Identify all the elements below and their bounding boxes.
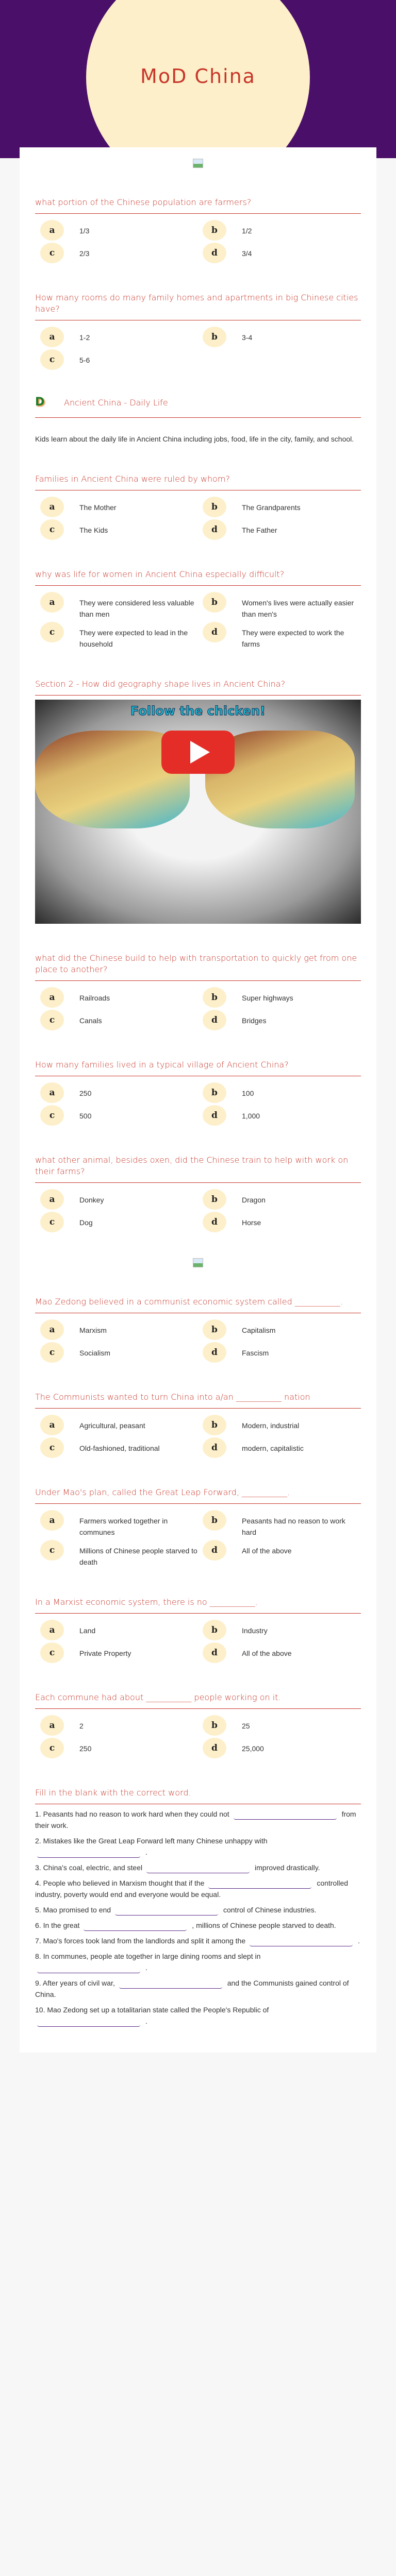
fill-item-text: 6. In the great bbox=[35, 1921, 80, 1929]
option-a[interactable] bbox=[40, 987, 199, 1008]
fill-item-text: 4. People who believed in Marxism thought that if the bbox=[35, 1879, 205, 1887]
question-text: Mao Zedong believed in a communist economic system called ___________. bbox=[35, 1296, 361, 1313]
question-q3 bbox=[35, 473, 361, 540]
option-letter-badge: a bbox=[40, 220, 64, 241]
option-text: The Grandparents bbox=[242, 503, 301, 512]
question-q1 bbox=[35, 197, 361, 263]
fill-item bbox=[35, 1904, 361, 1916]
option-c[interactable] bbox=[40, 1342, 199, 1363]
fill-item-text: controlled industry, poverty would end and everyone would be equal. bbox=[35, 1879, 349, 1899]
option-text: They were considered less valuable than men bbox=[79, 599, 194, 618]
blank-input[interactable] bbox=[84, 1920, 187, 1931]
option-letter-badge: a bbox=[40, 497, 64, 517]
question-text: why was life for women in Ancient China especially difficult? bbox=[35, 569, 361, 586]
option-text: Horse bbox=[242, 1218, 261, 1227]
option-letter-badge: d bbox=[203, 1738, 226, 1758]
option-c[interactable] bbox=[40, 622, 199, 650]
option-letter-badge: a bbox=[40, 1510, 64, 1531]
option-text: 5-6 bbox=[79, 356, 90, 364]
option-letter-badge: c bbox=[40, 1342, 64, 1363]
option-text: 100 bbox=[242, 1089, 254, 1097]
option-letter-badge: c bbox=[40, 1437, 64, 1458]
fill-item-text: 8. In communes, people ate together in large dining rooms and slept in bbox=[35, 1952, 261, 1960]
question-text: How many families lived in a typical village of Ancient China? bbox=[35, 1059, 361, 1076]
option-d[interactable] bbox=[203, 243, 361, 263]
options-grid bbox=[35, 1715, 361, 1758]
option-text: 25,000 bbox=[242, 1744, 264, 1753]
resource-description: Kids learn about the daily life in Ancient China including jobs, food, life in the city, family, and school. bbox=[35, 435, 354, 443]
option-text: Railroads bbox=[79, 994, 110, 1002]
option-text: Dragon bbox=[242, 1196, 266, 1204]
option-text: Canals bbox=[79, 1016, 102, 1025]
option-text: Modern, industrial bbox=[242, 1421, 300, 1430]
option-text: Industry bbox=[242, 1626, 268, 1635]
option-text: The Kids bbox=[79, 526, 108, 534]
section-2 bbox=[35, 679, 361, 924]
option-text: Fascism bbox=[242, 1349, 269, 1357]
option-letter-badge: c bbox=[40, 1010, 64, 1030]
option-text: Capitalism bbox=[242, 1326, 276, 1334]
fill-item bbox=[35, 1862, 361, 1873]
option-d[interactable] bbox=[203, 1642, 361, 1663]
options-grid bbox=[35, 1189, 361, 1232]
option-d[interactable] bbox=[203, 1342, 361, 1363]
option-b[interactable] bbox=[203, 1319, 361, 1340]
question-q5 bbox=[35, 953, 361, 1030]
fill-item bbox=[35, 1951, 361, 1973]
question-text: The Communists wanted to turn China into a/an ___________ nation bbox=[35, 1392, 361, 1409]
option-a[interactable] bbox=[40, 1189, 199, 1210]
option-letter-badge: c bbox=[40, 243, 64, 263]
option-d[interactable] bbox=[203, 519, 361, 540]
option-c[interactable] bbox=[40, 243, 199, 263]
blank-input[interactable] bbox=[250, 1935, 353, 1946]
question-text: what portion of the Chinese population are farmers? bbox=[35, 197, 361, 214]
header-banner bbox=[0, 0, 396, 158]
option-letter-badge: b bbox=[203, 1082, 226, 1103]
fill-item bbox=[35, 2004, 361, 2027]
option-text: Dog bbox=[79, 1218, 93, 1227]
question-text: Each commune had about ___________ people working on it. bbox=[35, 1692, 361, 1709]
fill-title: Fill in the blank with the correct word. bbox=[35, 1787, 361, 1804]
option-b[interactable] bbox=[203, 1415, 361, 1435]
broken-image-icon bbox=[193, 159, 203, 168]
options-grid bbox=[35, 1319, 361, 1363]
option-letter-badge: a bbox=[40, 1082, 64, 1103]
question-q12 bbox=[35, 1692, 361, 1758]
option-text: They were expected to lead in the household bbox=[79, 629, 188, 648]
fill-item bbox=[35, 1920, 361, 1931]
option-text: Millions of Chinese people starved to death bbox=[79, 1547, 197, 1566]
options-grid bbox=[35, 1415, 361, 1458]
option-c[interactable] bbox=[40, 1105, 199, 1126]
question-text: what other animal, besides oxen, did the Chinese train to help with work on their farms? bbox=[35, 1155, 361, 1183]
option-letter-badge: a bbox=[40, 1715, 64, 1736]
blank-input[interactable] bbox=[37, 1962, 140, 1973]
option-a[interactable] bbox=[40, 1319, 199, 1340]
fill-item-text: 10. Mao Zedong set up a totalitarian state called the People's Republic of bbox=[35, 2006, 269, 2014]
option-d[interactable] bbox=[203, 1105, 361, 1126]
option-text: 250 bbox=[79, 1744, 92, 1753]
option-text: Agricultural, peasant bbox=[79, 1421, 145, 1430]
option-letter-badge: d bbox=[203, 622, 226, 642]
question-text: How many rooms do many family homes and apartments in big Chinese cities have? bbox=[35, 292, 361, 320]
option-letter-badge: d bbox=[203, 1342, 226, 1363]
section-title: Section 2 - How did geography shape lives in Ancient China? bbox=[35, 679, 361, 696]
option-letter-badge: d bbox=[203, 1105, 226, 1126]
options-grid bbox=[35, 497, 361, 540]
option-text: Bridges bbox=[242, 1016, 267, 1025]
option-text: 3-4 bbox=[242, 333, 253, 342]
fill-item-text: . bbox=[145, 2017, 147, 2025]
question-q6 bbox=[35, 1059, 361, 1126]
option-letter-badge: b bbox=[203, 1620, 226, 1640]
option-letter-badge: a bbox=[40, 592, 64, 613]
option-letter-badge: a bbox=[40, 1415, 64, 1435]
option-letter-badge: b bbox=[203, 1715, 226, 1736]
option-letter-badge: b bbox=[203, 327, 226, 347]
play-button-icon[interactable] bbox=[161, 731, 235, 774]
option-text: 1/2 bbox=[242, 227, 252, 235]
resource-header[interactable] bbox=[35, 396, 361, 418]
option-letter-badge: a bbox=[40, 987, 64, 1008]
fill-item-text: , millions of Chinese people starved to death. bbox=[192, 1921, 336, 1929]
option-d[interactable] bbox=[203, 1540, 361, 1568]
option-text: Old-fashioned, traditional bbox=[79, 1444, 160, 1452]
fill-item-text: improved drastically. bbox=[255, 1863, 320, 1872]
option-b[interactable] bbox=[203, 987, 361, 1008]
option-text: The Father bbox=[242, 526, 277, 534]
fill-in-blank-section bbox=[35, 1787, 361, 2027]
question-text: what did the Chinese build to help with transportation to quickly get from one place to another? bbox=[35, 953, 361, 981]
option-b[interactable] bbox=[203, 592, 361, 620]
option-letter-badge: b bbox=[203, 1189, 226, 1210]
option-text: Marxism bbox=[79, 1326, 107, 1334]
options-grid bbox=[35, 1082, 361, 1126]
option-letter-badge: c bbox=[40, 1642, 64, 1663]
option-letter-badge: c bbox=[40, 349, 64, 370]
worksheet-card bbox=[20, 147, 376, 2053]
option-letter-badge: b bbox=[203, 987, 226, 1008]
option-c[interactable] bbox=[40, 349, 199, 370]
option-letter-badge: b bbox=[203, 220, 226, 241]
option-letter-badge: c bbox=[40, 1212, 64, 1232]
option-text: Farmers worked together in communes bbox=[79, 1517, 168, 1536]
option-letter-badge: d bbox=[203, 1540, 226, 1561]
option-letter-badge: c bbox=[40, 1540, 64, 1561]
fill-item bbox=[35, 1808, 361, 1831]
option-letter-badge: b bbox=[203, 592, 226, 613]
question-q4 bbox=[35, 569, 361, 650]
video-player[interactable] bbox=[35, 700, 361, 924]
question-text: In a Marxist economic system, there is no ___________. bbox=[35, 1597, 361, 1614]
resource-title[interactable]: Ancient China - Daily Life bbox=[64, 397, 168, 408]
fill-item bbox=[35, 1877, 361, 1900]
option-a[interactable] bbox=[40, 1715, 199, 1736]
question-q10 bbox=[35, 1487, 361, 1568]
option-letter-badge: d bbox=[203, 1642, 226, 1663]
question-text: Under Mao's plan, called the Great Leap Forward, ___________. bbox=[35, 1487, 361, 1504]
option-b[interactable] bbox=[203, 497, 361, 517]
blank-input[interactable] bbox=[115, 1904, 218, 1916]
option-a[interactable] bbox=[40, 327, 199, 347]
option-text: 2/3 bbox=[79, 249, 90, 258]
question-q9 bbox=[35, 1392, 361, 1458]
fill-item-text: from their work. bbox=[35, 1810, 356, 1829]
option-a[interactable] bbox=[40, 1620, 199, 1640]
options-grid bbox=[35, 592, 361, 650]
option-b[interactable] bbox=[203, 1082, 361, 1103]
option-d[interactable] bbox=[203, 1738, 361, 1758]
option-d[interactable] bbox=[203, 1010, 361, 1030]
fill-item-text: . bbox=[145, 1848, 147, 1856]
option-b[interactable] bbox=[203, 1620, 361, 1640]
option-letter-badge: a bbox=[40, 1189, 64, 1210]
fill-item-text: and the Communists gained control of China. bbox=[35, 1979, 349, 1998]
option-a[interactable] bbox=[40, 592, 199, 620]
option-d[interactable] bbox=[203, 622, 361, 650]
option-text: The Mother bbox=[79, 503, 117, 512]
option-c[interactable] bbox=[40, 1642, 199, 1663]
option-a[interactable] bbox=[40, 1082, 199, 1103]
video-title: Follow the chicken! bbox=[130, 704, 266, 718]
question-q2 bbox=[35, 292, 361, 370]
option-letter-badge: d bbox=[203, 1437, 226, 1458]
fill-item-text: 3. China's coal, electric, and steel bbox=[35, 1863, 143, 1872]
option-text: 2 bbox=[79, 1722, 84, 1730]
option-c[interactable] bbox=[40, 1437, 199, 1458]
blank-input[interactable] bbox=[37, 2015, 140, 2027]
fill-item bbox=[35, 1977, 361, 2000]
option-letter-badge: d bbox=[203, 519, 226, 540]
option-text: 500 bbox=[79, 1112, 92, 1120]
option-text: Donkey bbox=[79, 1196, 104, 1204]
option-c[interactable] bbox=[40, 1212, 199, 1232]
option-text: 25 bbox=[242, 1722, 250, 1730]
fill-item-text: 1. Peasants had no reason to work hard when they could not bbox=[35, 1810, 229, 1818]
option-text: Socialism bbox=[79, 1349, 110, 1357]
option-c[interactable] bbox=[40, 1540, 199, 1568]
fill-item-text: control of Chinese industries. bbox=[223, 1906, 317, 1914]
option-letter-badge: c bbox=[40, 1105, 64, 1126]
option-text: 3/4 bbox=[242, 249, 252, 258]
page-title: MoD China bbox=[140, 65, 256, 88]
option-d[interactable] bbox=[203, 1437, 361, 1458]
blank-input[interactable] bbox=[146, 1862, 250, 1873]
blank-input[interactable] bbox=[37, 1846, 140, 1858]
option-letter-badge: a bbox=[40, 1319, 64, 1340]
option-letter-badge: d bbox=[203, 243, 226, 263]
option-text: Super highways bbox=[242, 994, 293, 1002]
option-b[interactable] bbox=[203, 220, 361, 241]
fill-item-text: 2. Mistakes like the Great Leap Forward left many Chinese unhappy with bbox=[35, 1837, 268, 1845]
options-grid bbox=[35, 1510, 361, 1568]
option-letter-badge: b bbox=[203, 497, 226, 517]
option-b[interactable] bbox=[203, 1715, 361, 1736]
option-d[interactable] bbox=[203, 1212, 361, 1232]
fill-item-text: 7. Mao's forces took land from the landlords and split it among the bbox=[35, 1937, 246, 1945]
option-a[interactable] bbox=[40, 1510, 199, 1538]
option-letter-badge: b bbox=[203, 1415, 226, 1435]
ducksters-logo-icon: D bbox=[35, 396, 45, 409]
fill-item-text: 5. Mao promised to end bbox=[35, 1906, 111, 1914]
options-grid bbox=[35, 220, 361, 263]
option-b[interactable] bbox=[203, 1189, 361, 1210]
option-letter-badge: b bbox=[203, 1510, 226, 1531]
option-text: Peasants had no reason to work hard bbox=[242, 1517, 345, 1536]
option-c[interactable] bbox=[40, 1010, 199, 1030]
option-letter-badge: c bbox=[40, 622, 64, 642]
option-text: 1/3 bbox=[79, 227, 90, 235]
fill-item-text: . bbox=[145, 1963, 147, 1972]
question-q7 bbox=[35, 1155, 361, 1232]
option-text: All of the above bbox=[242, 1547, 292, 1555]
option-text: modern, capitalistic bbox=[242, 1444, 304, 1452]
blank-input[interactable] bbox=[208, 1877, 311, 1889]
fill-item-text: . bbox=[358, 1937, 360, 1945]
fill-item-text: 9. After years of civil war, bbox=[35, 1979, 115, 1987]
option-b[interactable] bbox=[203, 1510, 361, 1538]
blank-input[interactable] bbox=[234, 1808, 337, 1820]
option-c[interactable] bbox=[40, 1738, 199, 1758]
question-q11 bbox=[35, 1597, 361, 1663]
options-grid bbox=[35, 1620, 361, 1663]
fill-item bbox=[35, 1935, 361, 1946]
fill-item bbox=[35, 1835, 361, 1858]
option-letter-badge: d bbox=[203, 1010, 226, 1030]
option-b[interactable] bbox=[203, 327, 361, 347]
blank-input[interactable] bbox=[119, 1977, 222, 1989]
broken-image-icon bbox=[193, 1258, 203, 1267]
option-text: They were expected to work the farms bbox=[242, 629, 344, 648]
option-letter-badge: b bbox=[203, 1319, 226, 1340]
option-text: 1-2 bbox=[79, 333, 90, 342]
options-grid bbox=[35, 327, 361, 370]
option-letter-badge: c bbox=[40, 1738, 64, 1758]
option-a[interactable] bbox=[40, 497, 199, 517]
option-text: Private Property bbox=[79, 1649, 131, 1657]
option-text: Land bbox=[79, 1626, 96, 1635]
option-text: All of the above bbox=[242, 1649, 292, 1657]
question-text: Families in Ancient China were ruled by whom? bbox=[35, 473, 361, 490]
option-c[interactable] bbox=[40, 519, 199, 540]
options-grid bbox=[35, 987, 361, 1030]
option-text: 250 bbox=[79, 1089, 92, 1097]
option-a[interactable] bbox=[40, 1415, 199, 1435]
option-text: 1,000 bbox=[242, 1112, 260, 1120]
option-text: Women's lives were actually easier than men's bbox=[242, 599, 354, 618]
option-a[interactable] bbox=[40, 220, 199, 241]
question-q8 bbox=[35, 1296, 361, 1363]
option-letter-badge: c bbox=[40, 519, 64, 540]
option-letter-badge: a bbox=[40, 327, 64, 347]
option-letter-badge: d bbox=[203, 1212, 226, 1232]
option-letter-badge: a bbox=[40, 1620, 64, 1640]
